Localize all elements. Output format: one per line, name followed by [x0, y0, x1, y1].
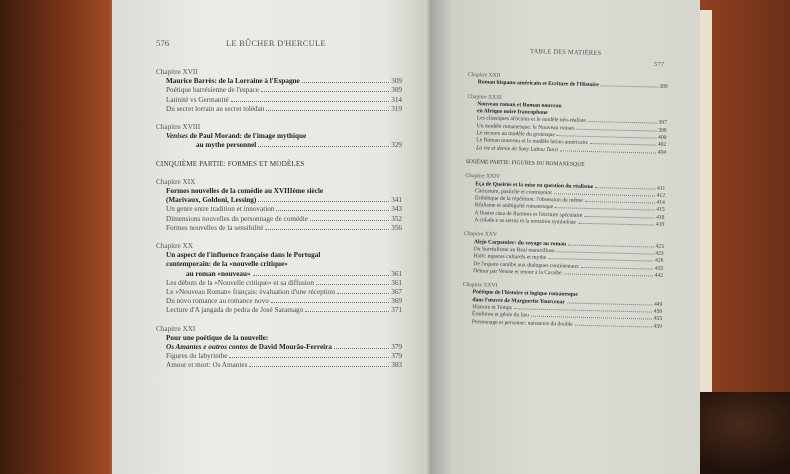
toc-item: Du secret lorrain au secret tolédan 319 [166, 104, 402, 113]
chapter-title-row: dans l'œuvre de Marguerite Yourcenar 449 [472, 296, 663, 308]
part-heading: CINQUIÈME PARTIE: FORMES ET MODÈLES [156, 159, 305, 168]
chapter-title-row: (Marivaux, Goldoni, Lessing) 341 [166, 196, 402, 205]
part-heading: SIXIÈME PARTIE: FIGURES DU ROMANESQUE [465, 158, 585, 168]
toc-item: Amour et mort: Os Amantes 383 [166, 361, 402, 370]
chapter-title: Poétique de l'histoire et logique romanesque [472, 289, 578, 299]
toc-item: Histoire et Temps 450 [472, 304, 663, 315]
chapter-title: Un aspect de l'influence française dans le Portugal [166, 251, 321, 260]
chapter-title: Nouveau roman et Roman nouveau [477, 101, 562, 110]
chapter-title: Venises de Paul Morand: de l'image mythique [166, 132, 307, 141]
chapter-title: en Afrique noire francophone [476, 108, 548, 117]
toc-item: Du novo romance au romance novo 369 [166, 297, 402, 306]
toc-item: Haïti: espaces culturels et mythe 426 [473, 253, 664, 265]
toc-item: A Ilustre casa de Ramires et l'écriture spéculaire 418 [474, 209, 665, 221]
chapter-label: Chapitre XXIV [465, 173, 501, 181]
toc-item: Personnage et personne: naissance du double 459 [471, 318, 662, 330]
chapter-title-row: Alejo Carpentier: du voyage au roman 423 [473, 238, 664, 250]
toc-item: Lecture d'A jangada de pedra de José Saramago 371 [166, 306, 402, 315]
toc-item: De l'espace caraïbe aux dialogues continentaux 435 [473, 260, 664, 272]
chapter-label: Chapitre XXI [156, 324, 196, 333]
chapter-title-row: Os Amantes e outros contos de David Mourão-Ferreira 379 [166, 343, 402, 352]
toc-item: Le «Nouveau Roman» français: évaluation d'une réception 367 [166, 288, 402, 297]
toc-item: A cidade e as serras et la tentation symboliste 419 [474, 217, 665, 228]
wooden-table [0, 0, 110, 474]
toc-item: Du Surréalisme au Real maravilloso 423 [473, 246, 664, 257]
chapter-label: Chapitre XXVI [462, 282, 498, 289]
chapter-label: Chapitre XIX [156, 177, 196, 186]
chapter-title-row: au roman «nouveau» 361 [186, 269, 402, 278]
toc-item: Poétique barrésienne de l'espace 309 [166, 86, 402, 95]
toc-item: Formes nouvelles de la sensibilité 356 [166, 223, 402, 232]
running-head: TABLE DES MATIÈRES [529, 48, 602, 57]
toc-item: Dimensions nouvelles du personnage de comédie 352 [166, 214, 402, 223]
toc-item: Le Roman nouveau et le modèle latino-américain: 402 [476, 137, 667, 149]
page-number: 577 [654, 61, 665, 68]
chapter-label: Chapitre XXIII [467, 93, 502, 101]
toc-item: Les débuts de la «Nouvelle critique» et sa diffusion 361 [166, 278, 402, 287]
toc-item: Esthétique de la répétition: l'obsession du même 414 [474, 195, 665, 207]
left-page [112, 0, 432, 474]
chapter-label: Chapitre XXV [463, 231, 497, 239]
chapter-title: contemporain: de la «nouvelle critique» [166, 260, 288, 269]
toc-item: Un genre entre tradition et innovation 343 [166, 205, 402, 214]
toc-item: Détour par Venise et retour à la Caraïbe 442 [473, 268, 664, 279]
toc-item: Figures du labyrinthe 379 [166, 352, 402, 361]
chapter-title-row [156, 77, 402, 86]
chapter-label: Chapitre XX [156, 242, 193, 251]
toc-block-left [156, 68, 402, 371]
chapter-title: Pour une poétique de la nouvelle: [166, 333, 269, 342]
chapter-title: Maurice Barrès: de la Lorraine à l'Espagne [166, 77, 300, 86]
toc-item: Les classiques africains et le modèle néo-réaliste 397 [476, 115, 667, 127]
book-cover-edge [698, 10, 712, 430]
chapter-title-row: au mythe personnel 329 [196, 141, 402, 150]
toc-item: Réalisme et ambiguïté romanesque 415 [474, 202, 665, 214]
chapter-label: Chapitre XVIII [156, 123, 201, 132]
toc-item: La vie et demie de Sony Labou Tansi 404 [476, 144, 667, 156]
chapter-title-row: Roman hispano-américain et Ecriture de l'Histoire 389 [477, 79, 668, 91]
chapter-label: Chapitre XVII [156, 68, 198, 76]
chapter-title: Formes nouvelles de la comédie au XVIIIème siècle [166, 187, 324, 196]
toc-item: Caricature, pastiche et contrepoint 412 [475, 188, 666, 199]
toc-item: Érudition et génie du lieu 455 [472, 311, 663, 323]
right-page [432, 0, 700, 474]
page-number: 576 [156, 38, 170, 48]
chapter-label: Chapitre XXII [467, 72, 501, 79]
toc-block-right [462, 72, 668, 331]
toc-item: Latinité vs Germanité 314 [166, 95, 402, 104]
toc-item: Le recours au modèle du grotesque 400 [476, 130, 667, 141]
page-ref: 309 [391, 77, 402, 86]
running-head: LE BÛCHER D'HERCULE [226, 38, 326, 48]
chapter-title-row: Eça de Queirós et la mise en question du réalisme 411 [475, 180, 666, 192]
toc-item: Un modèle romanesque: le Nouveau roman 398 [476, 123, 667, 134]
